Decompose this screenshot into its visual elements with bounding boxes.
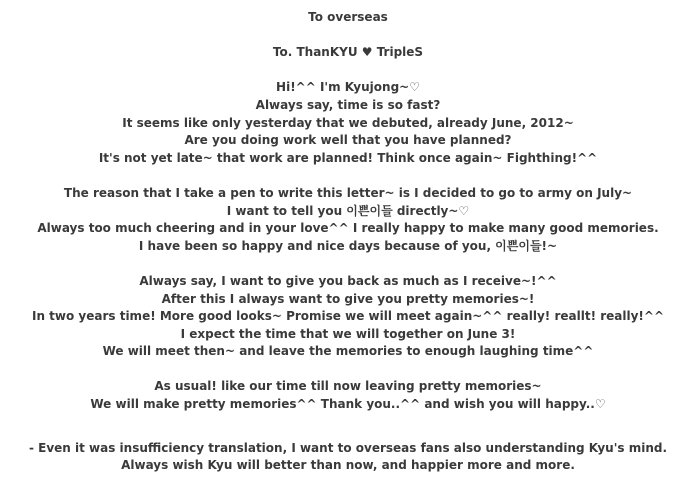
translator-note (0, 440, 696, 475)
text-line: I want to tell you 이쁜이들 directly~♡ (226, 203, 470, 218)
text-line: The reason that I take a pen to write this letter~ is I decided to go to army on July~ (63, 185, 633, 200)
paragraph-greeting (0, 79, 696, 167)
paragraph-promise (0, 273, 696, 361)
text-line: After this I always want to give you pretty memories~! (161, 291, 535, 306)
letter-title: To. ThanKYU ♥ TripleS (272, 45, 424, 60)
text-line: Always wish Kyu will better than now, and happier more and more. (121, 458, 575, 473)
paragraph-closing (0, 378, 696, 413)
text-line: We will make pretty memories^^ Thank you..^^ and wish you will happy..♡ (90, 397, 606, 412)
text-line: As usual! like our time till now leaving pretty memories~ (154, 379, 542, 394)
text-line: In two years time! More good looks~ Promise we will meet again~^^ really! reallt! really!^^ (31, 309, 664, 324)
text-line: It seems like only yesterday that we debuted, already June, 2012~ (122, 115, 574, 130)
text-line: Always too much cheering and in your love^^ I really happy to make many good memories. (37, 221, 659, 236)
text-line: We will meet then~ and leave the memories to enough laughing time^^ (102, 344, 594, 359)
text-line: I expect the time that we will together on June 3! (180, 326, 516, 341)
text-line: Hi!^^ I'm Kyujong~♡ (276, 80, 420, 95)
letter (0, 9, 696, 475)
text-line: I have been so happy and nice days because of you, 이쁜이들!~ (138, 238, 558, 253)
text-line: Are you doing work well that you have planned? (184, 133, 512, 148)
text-line: Always say, I want to give you back as much as I receive~!^^ (139, 273, 557, 288)
text-line: Always say, time is so fast? (255, 97, 441, 112)
paragraph-announcement (0, 185, 696, 255)
text-line: It's not yet late~ that work are planned! Think once again~ Fighthing!^^ (98, 150, 598, 165)
text-line: - Even it was insufficiency translation, I want to overseas fans also understanding Kyu's mind. (28, 440, 668, 455)
letter-recipient-line: To overseas (308, 10, 388, 24)
